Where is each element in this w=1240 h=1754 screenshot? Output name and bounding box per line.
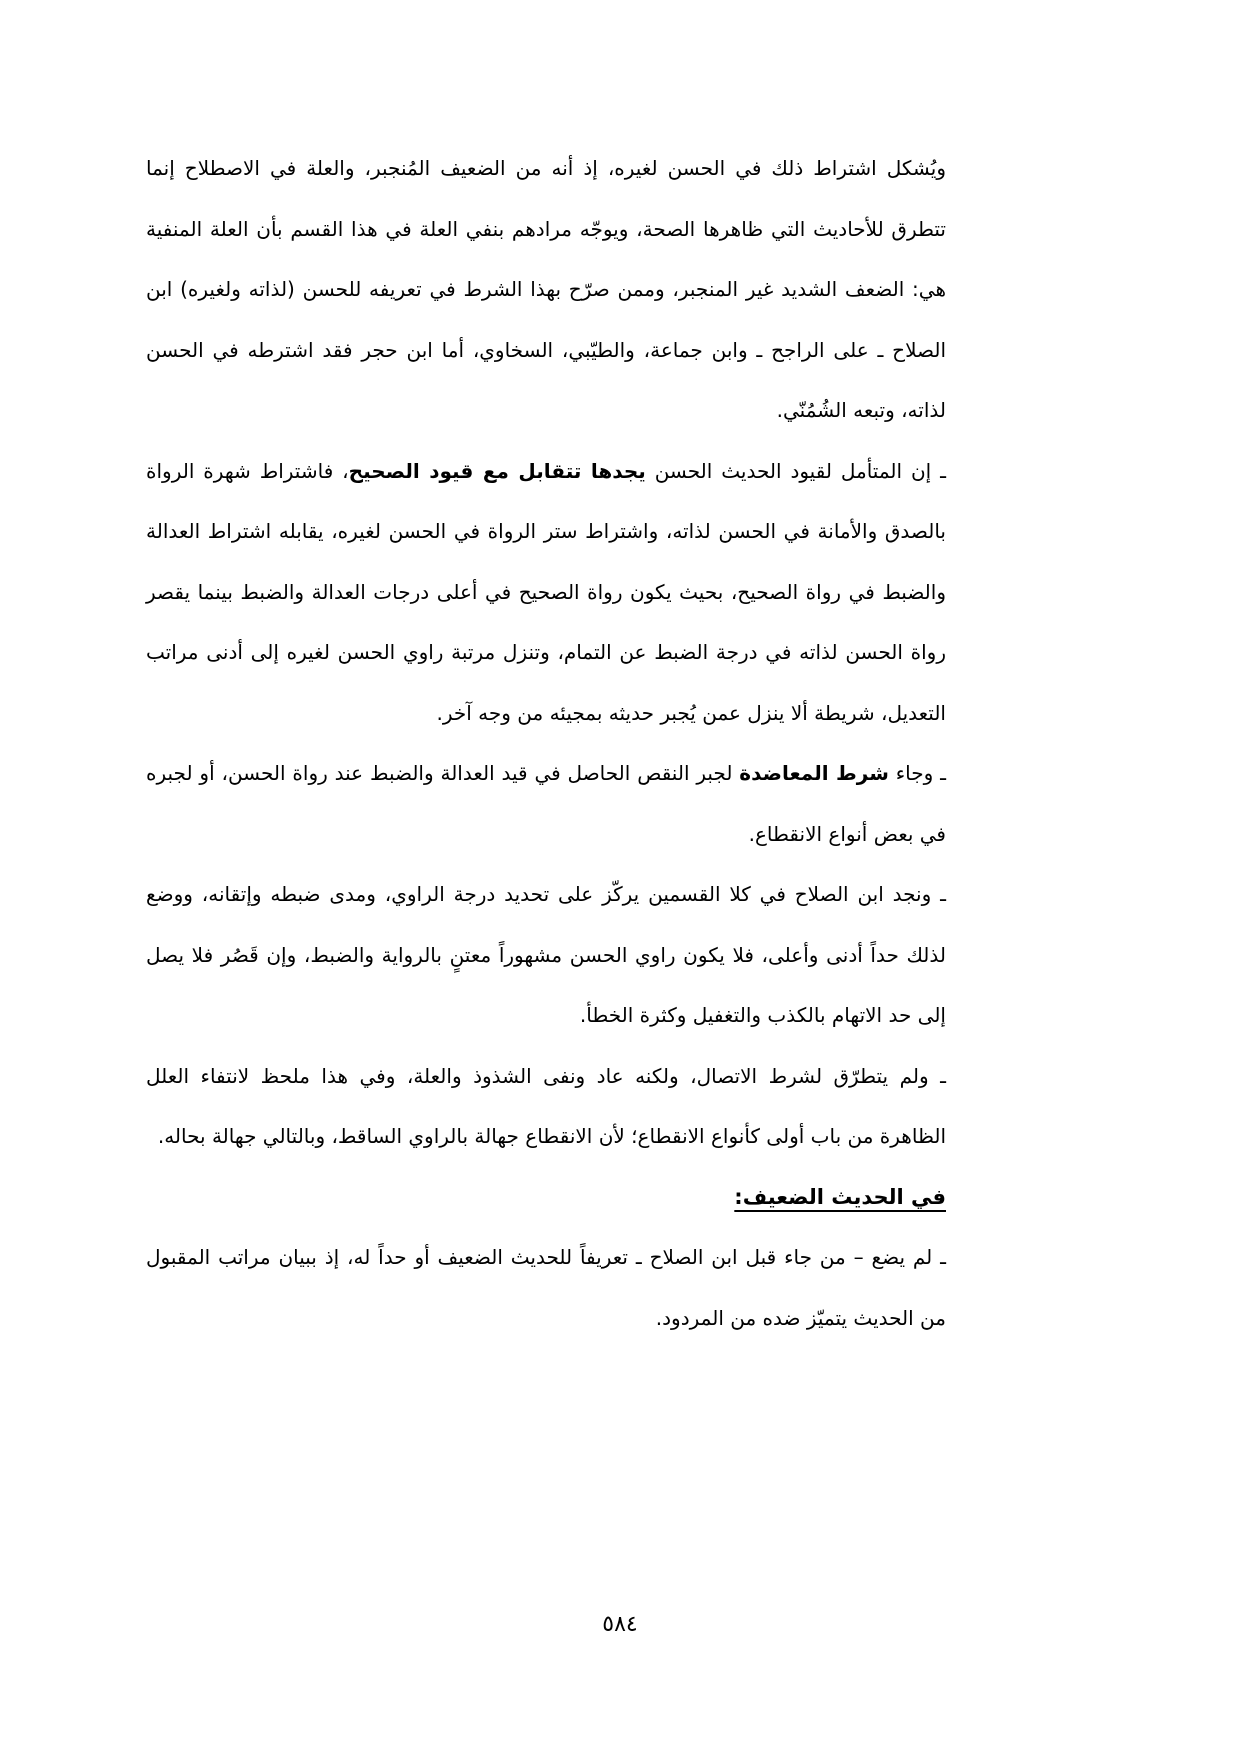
paragraph-1: ويُشكل اشتراط ذلك في الحسن لغيره، إذ أنه من الضعيف المُنجبر، والعلة في الاصطلاح إنما تتطرق للأحاديث التي ظاهرها الصحة، ويوجّه مرادهم بنفي العلة في هذا القسم بأن العلة المنفية هي: الضعف الشديد غير المنجبر، وممن صرّح بهذا الشرط في تعريفه للحسن (لذاته ولغيره) ابن الصلاح ـ على الراجح ـ وابن جماعة، والطيّبي، السخاوي، أما ابن حجر فقد اشترطه في الحسن لذاته، وتبعه الشُمُنّي. [146,156,946,422]
paragraph-4: ـ ونجد ابن الصلاح في كلا القسمين يركّز على تحديد درجة الراوي، ومدى ضبطه وإتقانه، ووضع لذلك حداً أدنى وأعلى، فلا يكون راوي الحسن مشهوراً معتنٍ بالرواية والضبط، وإن قَصُر فلا يصل إلى حد الاتهام بالكذب والتغفيل وكثرة الخطأ. [146,882,946,1027]
section-heading: في الحديث الضعيف: [734,1184,946,1209]
paragraph-2-bold: يجدها تتقابل مع قيود الصحيح [348,458,646,483]
paragraph-3-start: ـ وجاء [888,761,946,785]
paragraph-2-end: ، فاشتراط شهرة الرواة بالصدق والأمانة في الحسن لذاته، واشتراط ستر الرواة في الحسن لغيره، يقابله اشتراط العدالة والضبط في رواة الصحيح، بحيث يكون رواة الصحيح في أعلى درجات العدالة والضبط بينما يقصر رواة الحسن لذاته في درجة الضبط عن التمام، وتنزل مرتبة راوي الحسن لغيره إلى أدنى مراتب التعديل، شريطة ألا ينزل عمن يُجبر حديثه بمجيئه من وجه آخر. [146,458,946,725]
paragraph-2-start: ـ إن المتأمل لقيود الحديث الحسن [645,458,947,483]
paragraph-3-end: لجبر النقص الحاصل في قيد العدالة والضبط عند رواة الحسن، أو لجبره في بعض أنواع الانقطاع. [146,761,946,846]
paragraph-6: ـ لم يضع – من جاء قبل ابن الصلاح ـ تعريفاً للحديث الضعيف أو حداً له، إذ ببيان مراتب المقبول من الحديث يتميّز ضده من المردود. [146,1245,946,1330]
page-number: ٥٨٤ [602,1612,638,1637]
paragraph-3-bold: شرط المعاضدة [739,761,889,785]
document-body [146,138,946,1348]
paragraph-2 [146,441,946,744]
paragraph-3 [146,743,946,864]
paragraph-5: ـ ولم يتطرّق لشرط الاتصال، ولكنه عاد ونفى الشذوذ والعلة، وفي هذا ملحظ لانتفاء العلل الظاهرة من باب أولى كأنواع الانقطاع؛ لأن الانقطاع جهالة بالراوي الساقط، وبالتالي جهالة بحاله. [146,1063,946,1148]
